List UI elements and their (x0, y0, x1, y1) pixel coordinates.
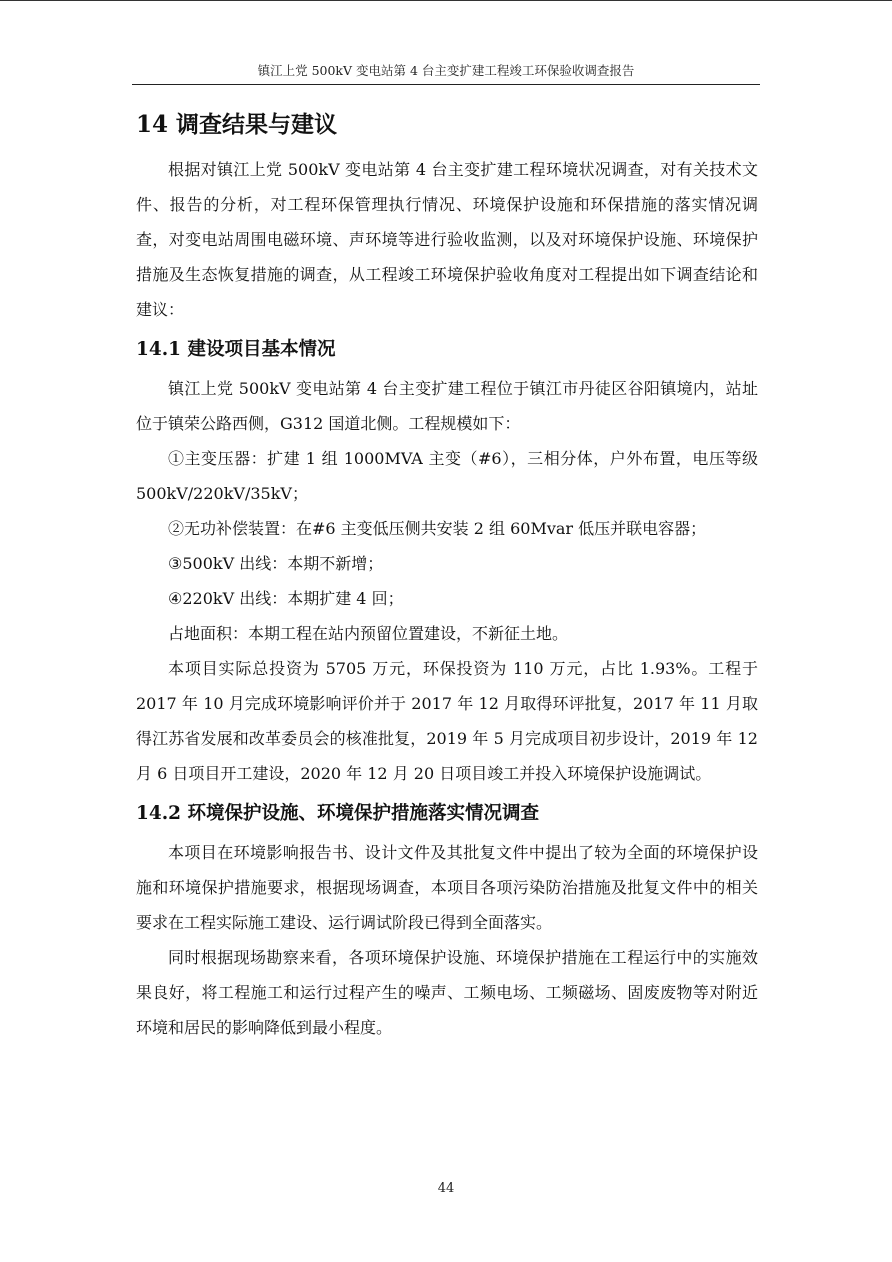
list-item-main-transformer: ①主变压器：扩建 1 组 1000MVA 主变（#6），三相分体，户外布置，电压等级 500kV/220kV/35kV； (136, 449, 758, 503)
chapter-title: 14 调查结果与建议 (136, 111, 338, 138)
list-item-reactive-compensation: ②无功补偿装置：在#6 主变低压侧共安装 2 组 60Mvar 低压并联电容器； (168, 519, 707, 538)
list-item-500kv-outgoing: ③500kV 出线：本期不新增； (168, 554, 384, 573)
running-header: 镇江上党 500kV 变电站第 4 台主变扩建工程竣工环保验收调查报告 (132, 61, 760, 85)
list-item-220kv-outgoing: ④220kV 出线：本期扩建 4 回； (168, 589, 404, 608)
page-number: 44 (437, 1181, 455, 1196)
section-title-14-2: 14.2 环境保护设施、环境保护措施落实情况调查 (136, 803, 540, 824)
land-area-paragraph: 占地面积：本期工程在站内预留位置建设，不新征土地。 (168, 624, 569, 643)
chapter-intro-paragraph: 根据对镇江上党 500kV 变电站第 4 台主变扩建工程环境状况调查，对有关技术文件、报告的分析，对工程环保管理执行情况、环境保护设施和环保措施的落实情况调查，对变电站周围电磁环境、声环境等进行验收监测，以及对环境保护设施、环境保护措施及生态恢复措施的调查，从工程竣工环境保护验收角度对工程提出如下调查结论和建议： (136, 160, 758, 319)
page-body (136, 106, 758, 1045)
section-title-14-1: 14.1 建设项目基本情况 (136, 339, 336, 360)
paragraph: 本项目在环境影响报告书、设计文件及其批复文件中提出了较为全面的环境保护设施和环境保护措施要求，根据现场调查，本项目各项污染防治措施及批复文件中的相关要求在工程实际施工建设、运行调试阶段已得到全面落实。 (136, 843, 758, 932)
paragraph: 镇江上党 500kV 变电站第 4 台主变扩建工程位于镇江市丹徒区谷阳镇境内，站址位于镇荣公路西侧，G312 国道北侧。工程规模如下： (136, 379, 758, 433)
investment-paragraph: 本项目实际总投资为 5705 万元，环保投资为 110 万元，占比 1.93%。工程于 2017 年 10 月完成环境影响评价并于 2017 年 12 月取得环评批复，2017 年 11 月取得江苏省发展和改革委员会的核准批复，2019 年 5 月完成项目初步设计，2019 年 12 月 6 日项目开工建设，2020 年 12 月 20 日项目竣工并投入环境保护设施调试。 (136, 659, 758, 783)
paragraph: 同时根据现场勘察来看，各项环境保护设施、环境保护措施在工程运行中的实施效果良好，将工程施工和运行过程产生的噪声、工频电场、工频磁场、固废废物等对附近环境和居民的影响降低到最小程度。 (136, 948, 758, 1037)
